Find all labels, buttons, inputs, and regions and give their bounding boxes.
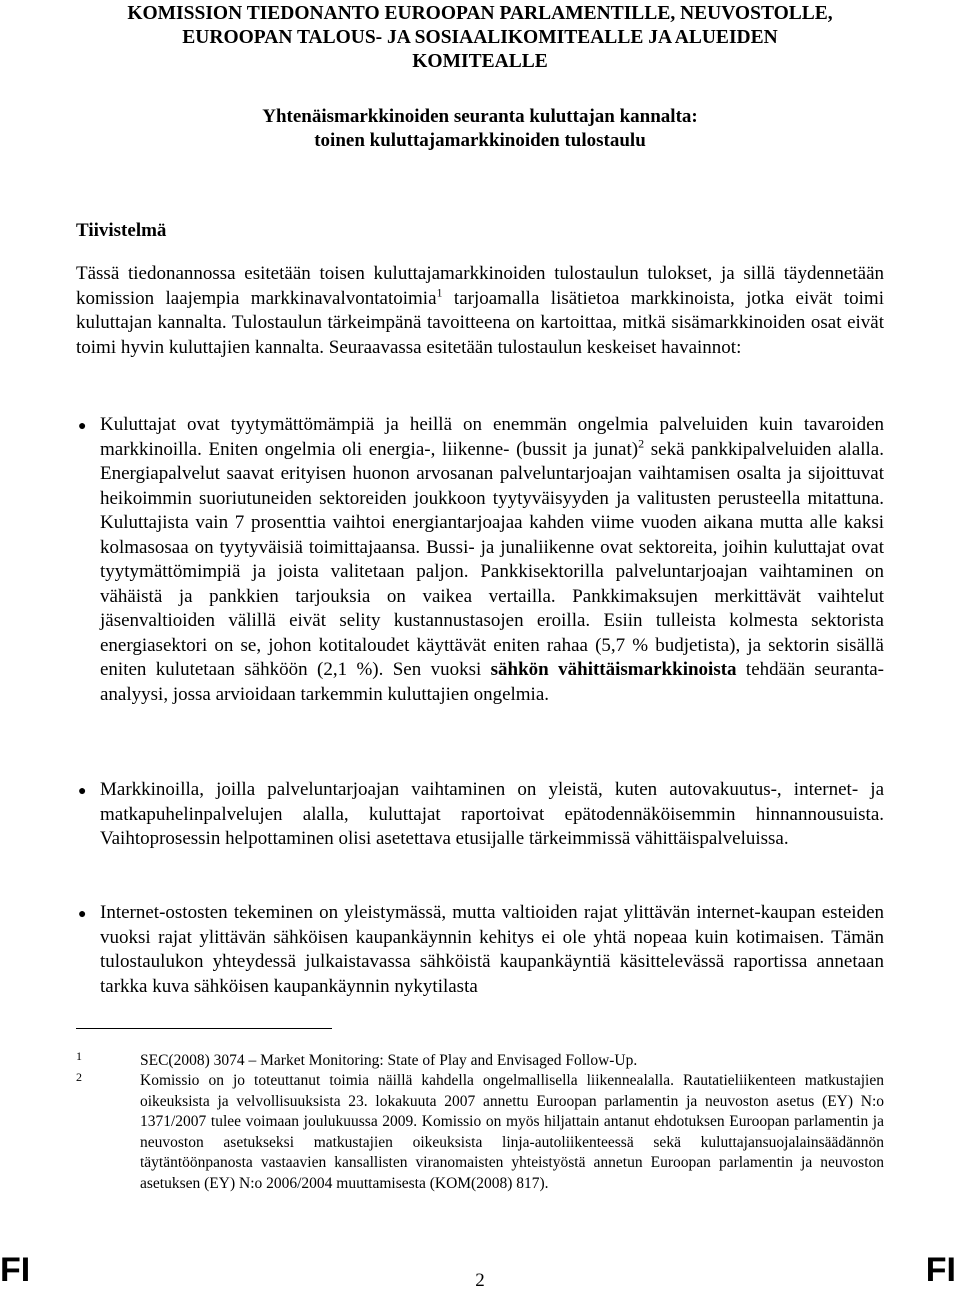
subtitle-line-1: Yhtenäismarkkinoiden seuranta kuluttajan kannalta:	[262, 106, 698, 127]
footnote-ref-2[interactable]: 2	[638, 436, 645, 451]
footnote-divider	[76, 1028, 332, 1029]
bullet-1-bold: sähkön vähittäismarkkinoista	[490, 659, 737, 680]
bullet-1-text-b: sekä pankkipalveluiden alalla. Energiapalvelut saavat erityisen huonon arvosanan palveluntarjoajan vaihtamisen osalta ja sijoittuvat heikoimmin suoriutuneiden sektoreiden joukkoon tyytyväisyyden ja valitusten perusteella mitattuna. Kuluttajista vain 7 prosenttia vaihtoi energiantarjoajaa kahden viime vuoden aikana mutta alle kaksi kolmasosaa on tyytyväisiä toimittajaansa. Bussi- ja junaliikenne ovat sektoreita, joihin kuluttajat ovat tyytymättömimpiä ja joista valitetaan paljon. Pankkisektorilla palveluntarjoajan vaihtaminen on vähäistä ja pankkien tarjouksia on vaikea vertailla. Pankkimaksujen merkittävät vaihtelut jäsenvaltioiden välillä eivät selity kustannustasojen eroilla. Esiin tulleista kolmesta sektorista energiasektori on se, johon kotitaloudet käyttävät eniten rahaa (5,7 % budjetista), ja sektorin sisällä eniten kulutetaan sähköön (2,1 %). Sen vuoksi	[100, 438, 884, 680]
title-line-2: EUROOPAN TALOUS- JA SOSIAALIKOMITEALLE JA ALUEIDEN	[182, 27, 778, 48]
bullet-1-text-a: Kuluttajat ovat tyytymättömämpiä ja heillä on enemmän ongelmia palveluiden kuin tavaroiden markkinoilla. Eniten ongelmia oli energia-, liikenne- (bussit ja junat)	[100, 414, 884, 460]
bullet-1-text-c: tehdään seuranta-analyysi, jossa arvioidaan tarkemmin kuluttajien ongelmia.	[100, 659, 884, 705]
subtitle-line-2: toinen kuluttajamarkkinoiden tulostaulu	[314, 130, 646, 151]
page-number: 2	[475, 1270, 485, 1291]
bullet-item-1	[100, 413, 884, 707]
footnote-1-number: 1	[76, 1049, 82, 1063]
intro-paragraph	[76, 262, 884, 360]
title-line-1: KOMISSION TIEDONANTO EUROOPAN PARLAMENTILLE, NEUVOSTOLLE,	[127, 3, 833, 24]
bullet-icon: ●	[78, 907, 87, 922]
bullet-icon: ●	[78, 784, 87, 799]
intro-text-a: Tässä tiedonannossa esitetään toisen kuluttajamarkkinoiden tulostaulun tulokset, ja sillä täydennetään komission laajempia markkinavalvontatoimia	[76, 263, 884, 309]
footer-language-code-left: FI	[0, 1251, 31, 1289]
document-title	[80, 2, 880, 74]
footnote-ref-1[interactable]: 1	[436, 285, 443, 300]
title-line-3: KOMITEALLE	[412, 51, 548, 72]
footer-language-code-right: FI	[925, 1251, 956, 1289]
document-subtitle	[80, 105, 880, 153]
intro-text-b: tarjoamalla lisätietoa markkinoista, jotka eivät toimi kuluttajan kannalta. Tulostaulun tärkeimpänä tavoitteena on kartoittaa, mitkä sisämarkkinoiden osat eivät toimi hyvin kuluttajien kannalta. Seuraavassa esitetään tulostaulun keskeiset havainnot:	[76, 287, 884, 358]
footnote-1: SEC(2008) 3074 – Market Monitoring: State of Play and Envisaged Follow-Up.	[140, 1052, 638, 1069]
bullet-item-3: Internet-ostosten tekeminen on yleistymässä, mutta valtioiden rajat ylittävän internet-kaupan esteiden vuoksi rajat ylittävän sähköisen kaupankäynnin kehitys ei ole yhtä nopeaa kuin kotimaisen. Tämän tulostaulukon yhteydessä julkaistavassa sähköistä kaupankäyntiä käsittelevässä raportissa annetaan tarkka kuva sähköisen kaupankäynnin nykytilasta	[100, 902, 884, 997]
section-heading: Tiivistelmä	[76, 220, 167, 241]
footnote-2: Komissio on jo toteuttanut toimia näillä kahdella ongelmallisella liikennealalla. Rautatieliikenteen matkustajien oikeuksista ja velvollisuuksista 23. lokakuuta 2007 annettu Euroopan parlamentin ja neuvoston asetus (EY) N:o 1371/2007 tulee voimaan joulukuussa 2009. Komissio on myös hiljattain antanut ehdotuksen Euroopan parlamentin ja neuvoston asetukseksi matkustajien oikeuksista linja-autoliikenteessä sekä kuluttajansuojalainsäädännön täytäntöönpanosta vastaavien kansallisten viranomaisten yhteistyöstä annetun Euroopan parlamentin ja neuvoston asetuksen (EY) N:o 2006/2004 muuttamisesta (KOM(2008) 817).	[140, 1072, 884, 1192]
bullet-icon: ●	[78, 419, 87, 434]
footnote-2-number: 2	[76, 1070, 82, 1084]
bullet-item-2: Markkinoilla, joilla palveluntarjoajan vaihtaminen on yleistä, kuten autovakuutus-, internet- ja matkapuhelinpalvelujen alalla, kuluttajat raportoivat epätodennäköisemmin hinnannousuista. Vaihtoprosessin helpottaminen olisi asetettava etusijalle tärkeimmissä vähittäispalveluissa.	[100, 779, 884, 849]
